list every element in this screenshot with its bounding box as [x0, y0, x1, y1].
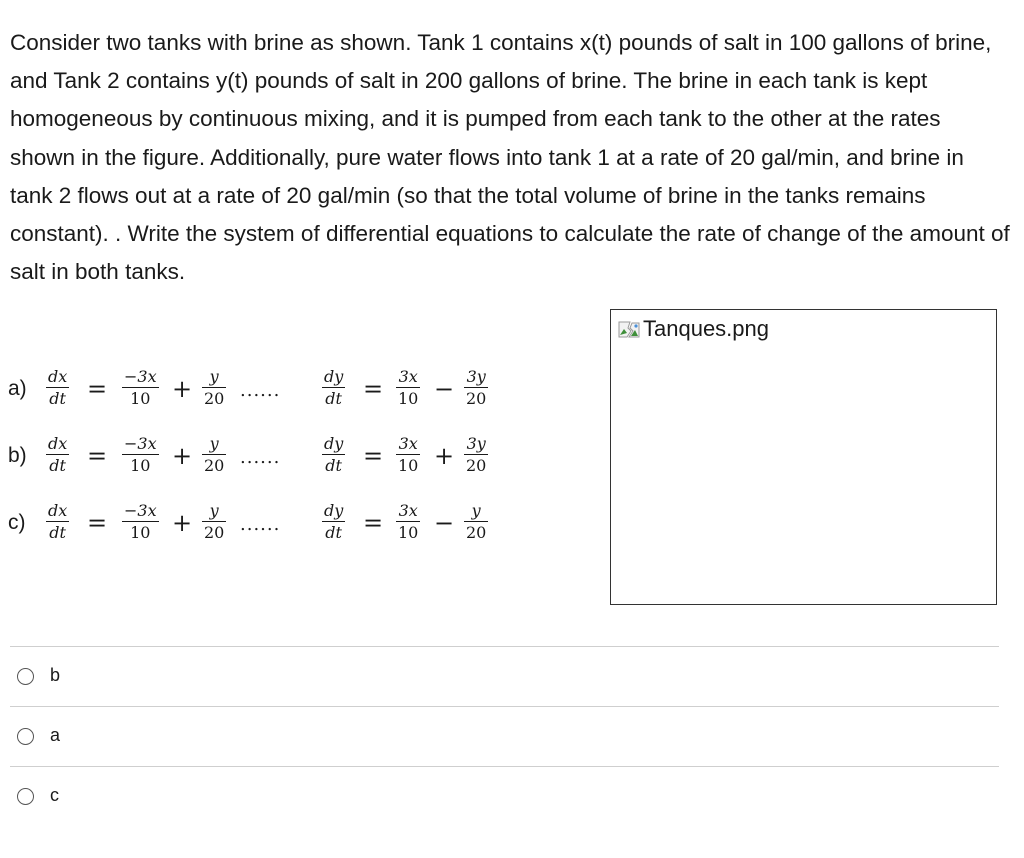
fraction-denominator: 10 [398, 523, 419, 542]
term-fraction [464, 502, 488, 542]
fraction-numerator: y [209, 367, 219, 386]
fraction-numerator: dy [324, 367, 344, 386]
fraction-numerator: y [471, 501, 481, 520]
equation-label: a) [8, 377, 27, 400]
operator: − [434, 375, 455, 403]
option-label: b [50, 665, 61, 685]
fraction-denominator: 20 [204, 456, 225, 475]
equation-row-a [8, 366, 568, 416]
dx-dt-fraction [46, 502, 69, 542]
term-fraction [464, 435, 488, 475]
fraction-denominator: 20 [204, 389, 225, 408]
option-label: c [50, 785, 59, 805]
fraction-numerator: dx [48, 367, 68, 386]
fraction-denominator: 20 [466, 456, 487, 475]
question-text: Consider two tanks with brine as shown. Tank 1 contains x(t) pounds of salt in 100 gallons of brine, and Tank 2 contains y(t) pounds of salt in 200 gallons of brine. The brine in each tank is kept homogeneous by continuous mixing, and it is pumped from each tank to the other at the rates shown in the figure. Additionally, pure water flows into tank 1 at a rate of 20 gal/min, and brine in tank 2 flows out at a rate of 20 gal/min (so that the total volume of brine in the tanks remains constant). . Write the system of differential equations to calculate the rate of change of the amount of salt in both tanks. [10, 30, 1010, 285]
fraction-denominator: dt [325, 456, 342, 475]
fraction-numerator: y [209, 501, 219, 520]
dy-dt-fraction [322, 435, 345, 475]
fraction-denominator: 10 [130, 389, 151, 408]
separator-dots: ...... [240, 514, 281, 535]
dy-dt-fraction [322, 368, 345, 408]
fraction-denominator: 20 [204, 523, 225, 542]
dx-dt-fraction [46, 368, 69, 408]
equals-sign: = [363, 375, 384, 403]
equals-sign: = [87, 509, 108, 537]
operator: + [172, 442, 193, 470]
term-fraction [464, 368, 488, 408]
broken-image [617, 316, 769, 342]
option-c[interactable] [10, 766, 999, 826]
fraction-denominator: dt [49, 523, 66, 542]
fraction-numerator: −3x [124, 434, 157, 453]
equals-sign: = [87, 375, 108, 403]
fraction-numerator: dy [324, 434, 344, 453]
equation-label: b) [8, 444, 27, 467]
equation-row-b [8, 433, 568, 483]
fraction-denominator: 20 [466, 389, 487, 408]
term-fraction [202, 368, 226, 408]
fraction-numerator: dx [48, 434, 68, 453]
fraction-numerator: −3x [124, 501, 157, 520]
fraction-denominator: dt [325, 523, 342, 542]
fraction-numerator: 3x [398, 501, 418, 520]
term-fraction [396, 368, 420, 408]
operator: − [434, 509, 455, 537]
radio-button[interactable] [17, 788, 34, 805]
separator-dots: ...... [240, 380, 281, 401]
fraction-numerator: dy [324, 501, 344, 520]
broken-image-icon [617, 319, 641, 339]
answer-options [10, 646, 999, 826]
separator-dots: ...... [240, 447, 281, 468]
fraction-denominator: dt [49, 456, 66, 475]
fraction-numerator: y [209, 434, 219, 453]
fraction-denominator: dt [49, 389, 66, 408]
fraction-numerator: 3x [398, 434, 418, 453]
fraction-denominator: 10 [130, 456, 151, 475]
equation-row-c [8, 500, 568, 550]
term-fraction [396, 435, 420, 475]
option-a[interactable] [10, 706, 999, 766]
term-fraction [122, 435, 159, 475]
equation-label: c) [8, 511, 26, 534]
term-fraction [202, 435, 226, 475]
fraction-numerator: 3x [398, 367, 418, 386]
fraction-denominator: 20 [466, 523, 487, 542]
fraction-numerator: 3y [466, 367, 486, 386]
operator: + [434, 442, 455, 470]
fraction-numerator: dx [48, 501, 68, 520]
fraction-denominator: 10 [398, 456, 419, 475]
operator: + [172, 509, 193, 537]
term-fraction [396, 502, 420, 542]
fraction-denominator: 10 [130, 523, 151, 542]
equals-sign: = [363, 442, 384, 470]
option-b[interactable] [10, 646, 999, 706]
fraction-denominator: dt [325, 389, 342, 408]
radio-button[interactable] [17, 668, 34, 685]
fraction-numerator: −3x [124, 367, 157, 386]
equals-sign: = [87, 442, 108, 470]
image-alt-text: Tanques.png [643, 316, 769, 341]
dy-dt-fraction [322, 502, 345, 542]
term-fraction [122, 368, 159, 408]
equals-sign: = [363, 509, 384, 537]
fraction-numerator: 3y [466, 434, 486, 453]
fraction-denominator: 10 [398, 389, 419, 408]
option-label: a [50, 725, 61, 745]
dx-dt-fraction [46, 435, 69, 475]
term-fraction [202, 502, 226, 542]
operator: + [172, 375, 193, 403]
tanks-image-frame [610, 309, 997, 605]
term-fraction [122, 502, 159, 542]
radio-button[interactable] [17, 728, 34, 745]
